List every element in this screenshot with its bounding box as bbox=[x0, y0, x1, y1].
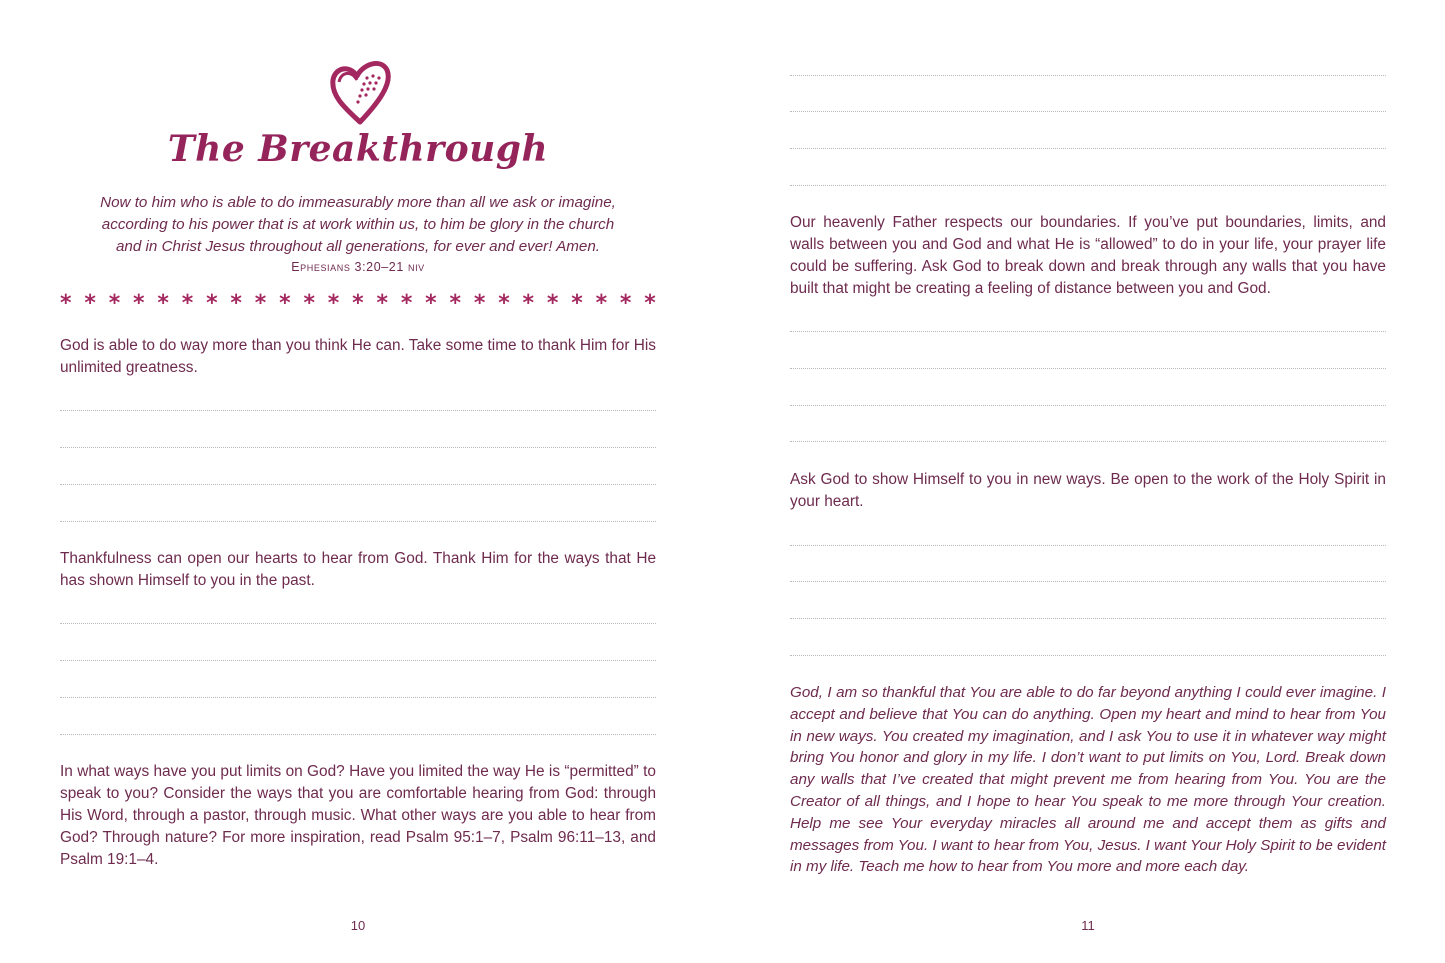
writing-line[interactable] bbox=[60, 521, 656, 522]
star-glyph: * bbox=[230, 291, 242, 316]
star-glyph: * bbox=[254, 291, 267, 316]
writing-line[interactable] bbox=[790, 368, 1386, 369]
star-glyph: * bbox=[84, 291, 96, 316]
writing-line[interactable] bbox=[790, 148, 1386, 149]
star-glyph: * bbox=[279, 291, 291, 316]
star-glyph: * bbox=[571, 291, 583, 316]
star-glyph: * bbox=[352, 291, 364, 316]
writing-line[interactable] bbox=[60, 734, 656, 735]
writing-line[interactable] bbox=[790, 655, 1386, 656]
star-glyph: * bbox=[619, 291, 632, 316]
verse-line: Now to him who is able to do immeasurably more than all we ask or imagine, bbox=[100, 194, 616, 211]
verse-line: and in Christ Jesus throughout all generations, for ever and ever! Amen. bbox=[115, 238, 601, 255]
heart-icon bbox=[327, 56, 393, 128]
star-glyph: * bbox=[473, 291, 486, 316]
writing-line[interactable] bbox=[790, 185, 1386, 186]
page-number: 10 bbox=[350, 918, 366, 933]
star-glyph: * bbox=[133, 291, 145, 316]
star-glyph: * bbox=[546, 291, 559, 316]
scripture-verse bbox=[60, 192, 656, 258]
writing-line[interactable] bbox=[60, 447, 656, 448]
journal-prompt-4: Our heavenly Father respects our boundaries. If you’ve put boundaries, limits, and walls between you and God and what He is “allowed” to do in your life, your prayer life could be suffering. Ask God to break down and break through any walls that you have built that might be creating a feeling of distance between you and God. bbox=[790, 214, 1386, 297]
journal-prompt-3: In what ways have you put limits on God? Have you limited the way He is “permitted” to speak to you? Consider the ways that you are comfortable hearing from God: through His Word, through a pastor, through music. What other ways are you able to hear from God? Through nature? For more inspiration, read Psalm 95:1–7, Psalm 96:11–13, and Psalm 19:1–4. bbox=[60, 763, 656, 868]
verse-reference bbox=[60, 260, 656, 274]
journal-prompt-5: Ask God to show Himself to you in new ways. Be open to the work of the Holy Spirit in your heart. bbox=[790, 471, 1386, 510]
star-glyph: * bbox=[181, 291, 194, 316]
writing-line[interactable] bbox=[790, 405, 1386, 406]
star-glyph: * bbox=[327, 291, 340, 316]
star-glyph: * bbox=[60, 291, 72, 316]
writing-line[interactable] bbox=[60, 623, 656, 624]
star-glyph: * bbox=[498, 291, 510, 316]
writing-line[interactable] bbox=[790, 75, 1386, 76]
verse-reference-text: Ephesians 3:20–21 niv bbox=[291, 260, 425, 274]
star-glyph: * bbox=[303, 291, 315, 316]
closing-prayer: God, I am so thankful that You are able to do far beyond anything I could ever imagine. I accept and believe that You can do anything. Open my heart and mind to hear from You in new ways. You created my imagination, and I ask You to use it in whatever way might bring You honor and glory in my life. I don’t want to put limits on You, Lord. Break down any walls that I’ve created that might prevent me from hearing from You. You are the Creator of all things, and I hope to hear You speak to me more through Your creation. Help me see Your everyday miracles all around me and accept them as gifts and messages from You. I want to hear from You, Jesus. I want Your Holy Spirit to be evident in my life. Teach me how to hear from You more and more each day. bbox=[790, 684, 1387, 876]
star-glyph: * bbox=[400, 291, 413, 316]
page-number: 11 bbox=[1081, 918, 1095, 933]
right-page bbox=[790, 0, 1386, 963]
journal-prompt-2: Thankfulness can open our hearts to hear from God. Thank Him for the ways that He has shown Himself to you in the past. bbox=[60, 550, 656, 589]
writing-line[interactable] bbox=[60, 484, 656, 485]
writing-line[interactable] bbox=[790, 111, 1386, 112]
star-glyph: * bbox=[376, 291, 388, 316]
star-divider bbox=[60, 292, 656, 316]
star-glyph: * bbox=[644, 291, 656, 316]
star-glyph: * bbox=[157, 291, 169, 316]
writing-line[interactable] bbox=[790, 545, 1386, 546]
journal-prompt-1: God is able to do way more than you think He can. Take some time to thank Him for His unlimited greatness. bbox=[60, 337, 656, 376]
star-glyph: * bbox=[449, 291, 462, 316]
page-title: The Breakthrough bbox=[167, 128, 549, 170]
writing-line[interactable] bbox=[790, 441, 1386, 442]
writing-line[interactable] bbox=[60, 697, 656, 698]
star-glyph: * bbox=[108, 291, 121, 316]
verse-line: according to his power that is at work within us, to him be glory in the church bbox=[101, 216, 615, 233]
writing-line[interactable] bbox=[60, 410, 656, 411]
star-glyph: * bbox=[595, 291, 608, 316]
writing-line[interactable] bbox=[790, 618, 1386, 619]
left-page bbox=[60, 0, 656, 963]
writing-line[interactable] bbox=[790, 581, 1386, 582]
star-glyph: * bbox=[425, 291, 437, 316]
writing-line[interactable] bbox=[790, 331, 1386, 332]
star-glyph: * bbox=[522, 291, 535, 316]
star-glyph: * bbox=[206, 291, 218, 316]
writing-line[interactable] bbox=[60, 660, 656, 661]
